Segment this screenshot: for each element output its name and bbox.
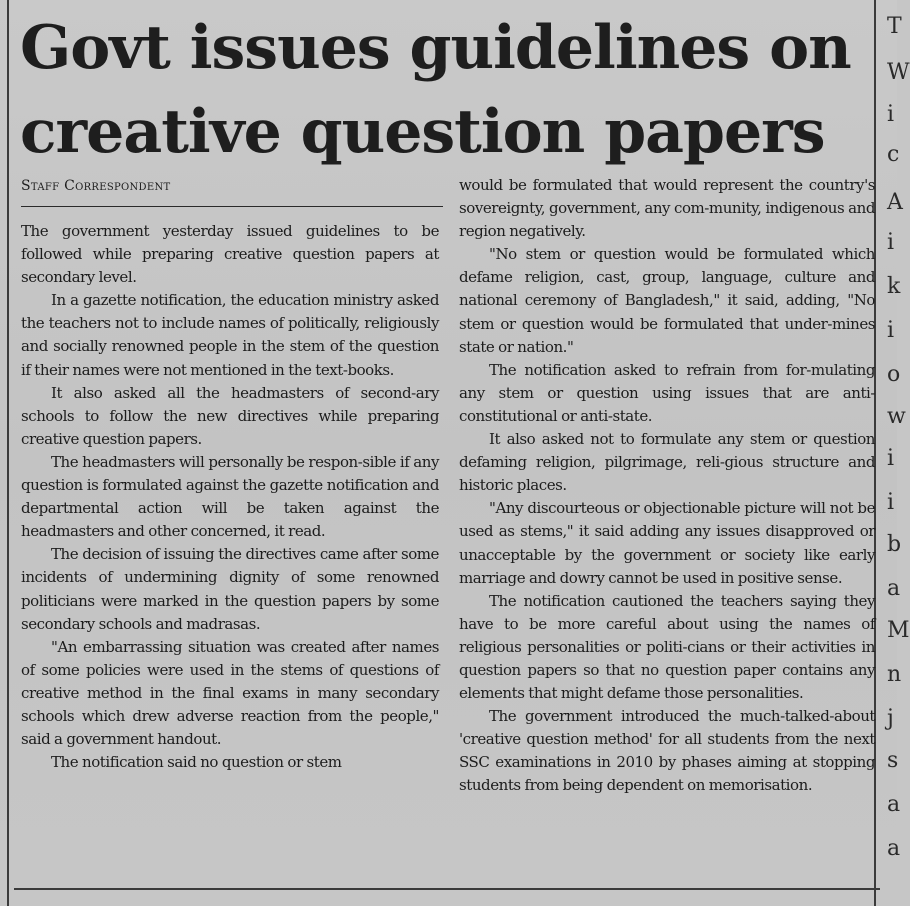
paragraph: would be formulated that would represent the country's sovereignty, government, any com-munity, indigenous and region negatively. [459,176,875,241]
edge-letter: w [887,404,906,429]
paragraph: The notification said no question or stem [51,753,342,772]
edge-letter: j [887,706,894,731]
article-column-right [459,174,875,798]
edge-letter: s [887,748,899,773]
edge-letter: M [887,618,910,643]
edge-letter: i [887,318,895,343]
byline-rule [21,206,443,207]
paragraph: In a gazette notification, the education ministry asked the teachers not to include names of politically, religiously and socially renowned people in the stem of the question if their names were not mentioned in the text-books. [21,291,439,379]
left-column-rule [7,0,9,906]
paragraph: The decision of issuing the directives came after some incidents of undermining dignity of some renowned politicians were marked in the question papers by some secondary schools and madrasas. [21,545,439,633]
edge-letter: k [887,274,901,299]
paragraph: The headmasters will personally be respon-sible if any question is formulated against the gazette notification and departmental action will be taken against the headmasters and other concerned, it read. [21,452,439,541]
paragraph: "No stem or question would be formulated which defame religion, cast, group, language, culture and national ceremony of Bangladesh," it said, adding, "No stem or question would be formulated that under-mines state or nation." [459,245,875,356]
article-headline: Govt issues guidelines on creative question papers [20,13,851,167]
edge-letter: o [887,362,901,387]
byline: Staff Correspondent [21,178,171,194]
edge-letter: b [887,532,902,557]
edge-letter: a [887,836,901,861]
edge-letter: a [887,576,901,601]
paragraph: The government introduced the much-talked-about 'creative question method' for all students from the next SSC examinations in 2010 by phases aiming at stopping students from being dependent on memorisation. [459,707,875,795]
paragraph: The government yesterday issued guidelines to be followed while preparing creative question papers at secondary level. [21,222,439,287]
edge-letter: a [887,792,901,817]
edge-letter: i [887,230,895,255]
edge-letter: i [887,446,895,471]
edge-letter: T [887,14,902,39]
edge-letter: i [887,490,895,515]
paragraph: "An embarrassing situation was created after names of some policies were used in the stems of questions of creative method in the final exams in many secondary schools which drew adverse reaction from the people," said a government handout. [21,637,439,749]
edge-letter: c [887,142,900,167]
edge-letter: W [887,60,910,85]
paragraph: The notification cautioned the teachers saying they have to be more careful about using the names of religious personalities or politi-cians or their activities in question papers so that no question paper contains any elements that might defame those personalities. [459,591,875,703]
bottom-rule [14,888,880,890]
edge-letter: A [887,190,903,215]
adjacent-column-edge [880,0,910,906]
paragraph: "Any discourteous or objectionable picture will not be used as stems," it said adding any issues disapproved or unacceptable by the government or society like early marriage and dowry cannot be used in positive sense. [459,499,875,587]
paragraph: It also asked all the headmasters of second-ary schools to follow the new directives while preparing creative question papers. [21,383,439,448]
article-column-left [21,220,439,774]
edge-letter: i [887,102,895,127]
edge-letter: n [887,662,902,687]
paragraph: The notification asked to refrain from for-mulating any stem or question using issues that are anti-constitutional or anti-state. [459,360,875,425]
paragraph: It also asked not to formulate any stem or question defaming religion, pilgrimage, reli-gious structure and historic places. [459,430,875,495]
